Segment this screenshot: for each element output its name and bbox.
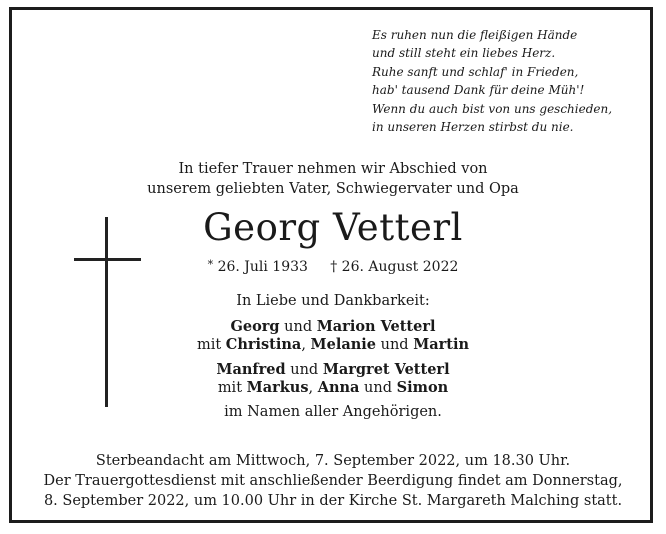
footer-line: Der Trauergottesdienst mit anschließender Beerdigung findet am Donnerstag, <box>43 473 623 489</box>
poem-line: Ruhe sanft und schlaf' in Frieden, <box>372 64 579 79</box>
family-line <box>0 336 666 354</box>
death-symbol: † <box>330 259 338 275</box>
life-dates <box>0 256 666 276</box>
family-name: Markus <box>246 379 309 396</box>
family-group-1 <box>0 318 666 354</box>
family-conjunction: , <box>308 380 318 396</box>
family-line <box>0 361 666 379</box>
poem <box>372 26 612 136</box>
family-conjunction: , <box>301 337 311 353</box>
all-relatives-line: im Namen aller Angehörigen. <box>224 404 442 420</box>
service-details <box>0 451 666 511</box>
poem-line: Es ruhen nun die fleißigen Hände <box>372 28 578 42</box>
family-name: Melanie <box>310 336 377 353</box>
family-line <box>0 318 666 336</box>
family-name: Christina <box>225 336 302 353</box>
poem-line: hab' tausend Dank für deine Müh'! <box>372 83 585 98</box>
birth-date: 26. Juli 1933 <box>217 259 308 275</box>
family-name: Martin <box>413 336 470 353</box>
poem-line: in unseren Herzen stirbst du nie. <box>372 120 574 135</box>
family-line <box>0 379 666 397</box>
family-name: Marion Vetterl <box>316 318 436 335</box>
poem-line: und still steht ein liebes Herz. <box>372 46 556 61</box>
family-conjunction: und <box>285 362 323 378</box>
family-conjunction: und <box>376 337 414 353</box>
family-conjunction: mit <box>217 380 247 396</box>
family-name: Margret Vetterl <box>322 361 450 378</box>
family-name: Manfred <box>216 361 286 378</box>
poem-line: Wenn du auch bist von uns geschieden, <box>372 101 613 116</box>
deceased-name: Georg Vetterl <box>203 206 463 249</box>
family-name: Anna <box>317 379 360 396</box>
footer-line: 8. September 2022, um 10.00 Uhr in der Kirche St. Margareth Malching statt. <box>43 493 623 509</box>
intro-line: In tiefer Trauer nehmen wir Abschied von <box>178 161 488 177</box>
footer-line: Sterbeandacht am Mittwoch, 7. September 2022, um 18.30 Uhr. <box>95 453 571 469</box>
family-name: Georg <box>230 318 280 335</box>
intro-text <box>0 160 666 199</box>
intro-line: unserem geliebten Vater, Schwiegervater und Opa <box>147 180 519 197</box>
family-name: Simon <box>396 379 449 396</box>
love-line: In Liebe und Dankbarkeit: <box>236 293 430 309</box>
birth-symbol: * <box>207 258 214 271</box>
family-conjunction: und <box>359 380 397 396</box>
death-date: 26. August 2022 <box>341 259 459 275</box>
family-conjunction: mit <box>196 337 226 353</box>
family-group-2 <box>0 361 666 397</box>
family-conjunction: und <box>279 319 317 335</box>
